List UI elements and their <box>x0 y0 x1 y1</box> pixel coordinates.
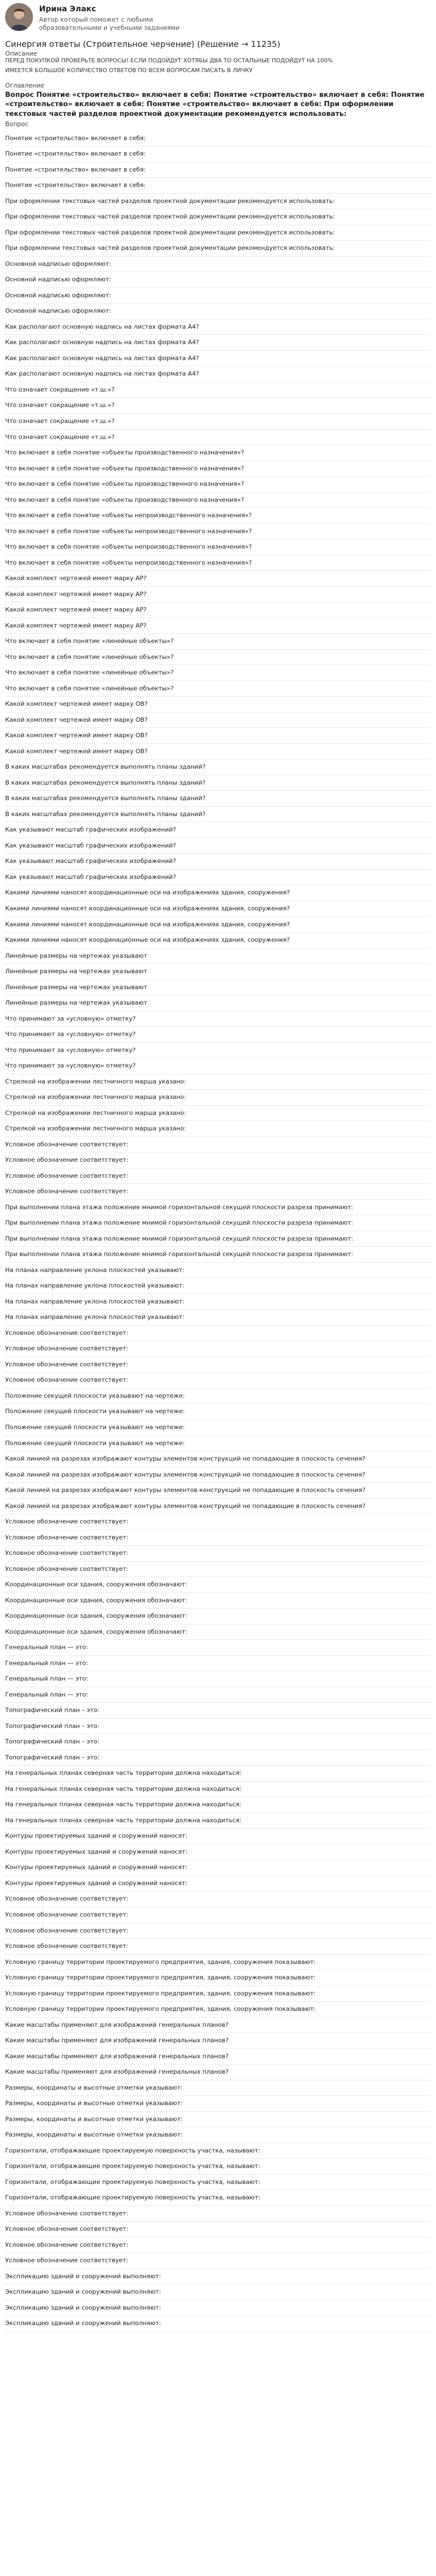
question-item: Что включает в себя понятие «линейные объекты»? <box>5 634 431 650</box>
question-item: Условное обозначение соответствует: <box>5 2222 431 2238</box>
question-item: Что включает в себя понятие «объекты непроизводственного назначения»? <box>5 555 431 571</box>
question-item: Какими линиями наносят координационные оси на изображениях здания, сооружения? <box>5 917 431 933</box>
question-item: На генеральных планах северная часть территории должна находиться: <box>5 1797 431 1813</box>
question-item: Топографический план – это: <box>5 1750 431 1766</box>
question-item: Какой комплект чертежей имеет марку ОВ? <box>5 744 431 760</box>
question-item: При выполнении плана этажа положение мнимой горизонтальной секущей плоскости разреза принимают: <box>5 1231 431 1247</box>
question-item: Что включает в себя понятие «объекты производственного назначения»? <box>5 461 431 477</box>
page-title: Синергия ответы (Строительное черчение) (Решение → 11235) <box>5 39 281 49</box>
question-item: Как располагают основную надпись на листах формата А4? <box>5 351 431 367</box>
author-info <box>39 3 204 32</box>
question-item: Экспликацию зданий и сооружений выполняют: <box>5 2316 431 2332</box>
question-item: Условное обозначение соответствует: <box>5 2206 431 2222</box>
question-item: Экспликацию зданий и сооружений выполняют: <box>5 2284 431 2300</box>
question-item: Основной надписью оформляют: <box>5 257 431 273</box>
question-item: Условное обозначение соответствует: <box>5 1939 431 1955</box>
question-item: Какими линиями наносят координационные оси на изображениях здания, сооружения? <box>5 933 431 948</box>
author-description: Автор который поможет с любыми образовательными и учебными заданиями <box>39 16 180 32</box>
question-item: При выполнении плана этажа положение мнимой горизонтальной секущей плоскости разреза принимают: <box>5 1200 431 1216</box>
question-item: Генеральный план — это: <box>5 1671 431 1687</box>
question-item: Какой комплект чертежей имеет марку ОВ? <box>5 713 431 728</box>
question-item: На планах направление уклона плоскостей указывают: <box>5 1310 431 1326</box>
author-block <box>5 3 431 32</box>
question-item: В каких масштабах рекомендуется выполнять планы зданий? <box>5 791 431 807</box>
question-item: На планах направление уклона плоскостей указывают: <box>5 1263 431 1279</box>
question-item: Что означает сокращение «т.ш.»? <box>5 414 431 430</box>
question-item: Условную границу территории проектируемого предприятия, здания, сооружения показывают: <box>5 1986 431 2002</box>
question-item: Условное обозначение соответствует: <box>5 1326 431 1342</box>
question-item: Горизонтали, отображающие проектируемую поверхность участка, называют: <box>5 2190 431 2206</box>
question-item: В каких масштабах рекомендуется выполнять планы зданий? <box>5 775 431 791</box>
question-item: В каких масштабах рекомендуется выполнять планы зданий? <box>5 759 431 775</box>
question-item: Экспликацию зданий и сооружений выполняют: <box>5 2269 431 2285</box>
question-item: Основной надписью оформляют: <box>5 288 431 304</box>
question-item: Контуры проектируемых зданий и сооружений наносят: <box>5 1860 431 1876</box>
question-item: Что принимают за «условную» отметку? <box>5 1011 431 1027</box>
question-item: При оформлении текстовых частей разделов проектной документации рекомендуется использовать: <box>5 241 431 257</box>
question-item: Условное обозначение соответствует: <box>5 1923 431 1939</box>
question-item: В каких масштабах рекомендуется выполнять планы зданий? <box>5 807 431 823</box>
toc-content: Вопрос Понятие «строительство» включает в себя: Понятие «строительство» включает в себя: Понятие «строительство» включает в себя: Понятие «строительство» включает в себя: При оформлении текстовых частей разделов проектной документации рекомендуется использовать: <box>5 91 425 118</box>
question-item: Линейные размеры на чертежах указывают <box>5 948 431 964</box>
question-item: Положение секущей плоскости указывают на чертеже: <box>5 1404 431 1420</box>
question-item: Топографический план – это: <box>5 1734 431 1750</box>
question-item: Какие масштабы применяют для изображений генеральных планов? <box>5 2049 431 2065</box>
question-item: Понятие «строительство» включает в себя: <box>5 178 431 194</box>
question-item: Координационные оси здания, сооружения обозначают: <box>5 1593 431 1609</box>
question-item: Условное обозначение соответствует: <box>5 1184 431 1200</box>
question-item: Основной надписью оформляют: <box>5 272 431 288</box>
question-item: Размеры, координаты и высотные отметки указывают: <box>5 2112 431 2128</box>
question-item: На планах направление уклона плоскостей указывают: <box>5 1294 431 1310</box>
question-item: Условное обозначение соответствует: <box>5 1562 431 1578</box>
question-item: На генеральных планах северная часть территории должна находиться: <box>5 1766 431 1782</box>
question-item: Генеральный план — это: <box>5 1640 431 1656</box>
question-item: Линейные размеры на чертежах указывают <box>5 980 431 996</box>
question-item: Как располагают основную надпись на листах формата А4? <box>5 319 431 335</box>
question-item: Какие масштабы применяют для изображений генеральных планов? <box>5 2064 431 2080</box>
question-item: Условное обозначение соответствует: <box>5 1372 431 1388</box>
question-item: Какими линиями наносят координационные оси на изображениях здания, сооружения? <box>5 901 431 917</box>
question-item: Как указывают масштаб графических изображений? <box>5 822 431 838</box>
question-item: Условное обозначение соответствует: <box>5 2238 431 2253</box>
question-item: Что означает сокращение «т.ш.»? <box>5 398 431 414</box>
question-item: Контуры проектируемых зданий и сооружений наносят: <box>5 1828 431 1844</box>
question-item: При выполнении плана этажа положение мнимой горизонтальной секущей плоскости разреза принимают: <box>5 1215 431 1231</box>
question-item: Условное обозначение соответствует: <box>5 1530 431 1546</box>
question-item: Размеры, координаты и высотные отметки указывают: <box>5 2127 431 2143</box>
question-item: Условную границу территории проектируемого предприятия, здания, сооружения показывают: <box>5 1955 431 1971</box>
question-item: Положение секущей плоскости указывают на чертеже: <box>5 1436 431 1452</box>
question-item: Условное обозначение соответствует: <box>5 1357 431 1373</box>
question-item: При выполнении плана этажа положение мнимой горизонтальной секущей плоскости разреза принимают: <box>5 1247 431 1263</box>
question-item: Какой комплект чертежей имеет марку ОВ? <box>5 697 431 713</box>
question-item: Понятие «строительство» включает в себя: <box>5 146 431 162</box>
question-item: Что включает в себя понятие «объекты непроизводственного назначения»? <box>5 539 431 555</box>
question-item: На генеральных планах северная часть территории должна находиться: <box>5 1782 431 1798</box>
question-item: Условное обозначение соответствует: <box>5 1546 431 1562</box>
question-item: Линейные размеры на чертежах указывают <box>5 964 431 980</box>
question-item: Что включает в себя понятие «линейные объекты»? <box>5 665 431 681</box>
question-item: Как указывают масштаб графических изображений? <box>5 838 431 854</box>
question-item: Условное обозначение соответствует: <box>5 1341 431 1357</box>
question-item: Что включает в себя понятие «объекты производственного назначения»? <box>5 477 431 493</box>
question-item: Как указывают масштаб графических изображений? <box>5 870 431 886</box>
question-item: Какой комплект чертежей имеет марку АР? <box>5 587 431 603</box>
question-item: Какой линией на разрезах изображают контуры элементов конструкций не попадающие в плоскость сечения? <box>5 1467 431 1483</box>
question-item: При оформлении текстовых частей разделов проектной документации рекомендуется использовать: <box>5 194 431 210</box>
question-item: Что означает сокращение «т.ш.»? <box>5 430 431 446</box>
question-item: На планах направление уклона плоскостей указывают: <box>5 1278 431 1294</box>
question-item: Экспликацию зданий и сооружений выполняют: <box>5 2300 431 2316</box>
avatar-image <box>5 3 33 31</box>
question-item: Какой комплект чертежей имеет марку АР? <box>5 602 431 618</box>
question-item: Какой линией на разрезах изображают контуры элементов конструкций не попадающие в плоскость сечения? <box>5 1483 431 1499</box>
question-item: Что означает сокращение «т.ш.»? <box>5 382 431 398</box>
question-item: Положение секущей плоскости указывают на чертеже: <box>5 1388 431 1404</box>
question-item: Генеральный план — это: <box>5 1656 431 1672</box>
question-item: Что включает в себя понятие «объекты производственного назначения»? <box>5 493 431 509</box>
author-name[interactable]: Ирина Элакс <box>39 4 96 13</box>
question-item: Горизонтали, отображающие проектируемую поверхность участка, называют: <box>5 2159 431 2175</box>
question-item: Что включает в себя понятие «линейные объекты»? <box>5 681 431 697</box>
question-item: Условное обозначение соответствует: <box>5 1168 431 1184</box>
question-item: Условное обозначение соответствует: <box>5 1153 431 1168</box>
question-item: Что включает в себя понятие «объекты непроизводственного назначения»? <box>5 508 431 524</box>
question-item: Какой линией на разрезах изображают контуры элементов конструкций не попадающие в плоскость сечения? <box>5 1451 431 1467</box>
question-item: Что принимают за «условную» отметку? <box>5 1027 431 1043</box>
question-item: Как располагают основную надпись на листах формата А4? <box>5 366 431 382</box>
description-label: Описание <box>5 50 38 58</box>
question-item: Условное обозначение соответствует: <box>5 1907 431 1923</box>
question-item: Основной надписью оформляют: <box>5 303 431 319</box>
question-item: На генеральных планах северная часть территории должна находиться: <box>5 1813 431 1829</box>
question-item: Понятие «строительство» включает в себя: <box>5 162 431 178</box>
question-item: Координационные оси здания, сооружения обозначают: <box>5 1624 431 1640</box>
question-item: Координационные оси здания, сооружения обозначают: <box>5 1608 431 1624</box>
description-line: ПЕРЕД ПОКУПКОЙ ПРОВЕРЬТЕ ВОПРОСЫ! ЕСЛИ ПОДОЙДУТ ХОТЯБЫ ДВА ТО ОСТАЛЬНЫЕ ПОДОЙДУТ НА 100% <box>5 57 333 64</box>
question-item: Что включает в себя понятие «линейные объекты»? <box>5 650 431 666</box>
question-item: Стрелкой на изображении лестничного марша указано: <box>5 1090 431 1106</box>
question-item: Какие масштабы применяют для изображений генеральных планов? <box>5 2033 431 2049</box>
question-item: Как располагают основную надпись на листах формата А4? <box>5 335 431 351</box>
question-item: Топографический план – это: <box>5 1703 431 1719</box>
question-item: Условную границу территории проектируемого предприятия, здания, сооружения показывают: <box>5 1970 431 1986</box>
question-item: Что принимают за «условную» отметку? <box>5 1043 431 1059</box>
question-item: Стрелкой на изображении лестничного марша указано: <box>5 1074 431 1090</box>
question-item: Какие масштабы применяют для изображений генеральных планов? <box>5 2018 431 2033</box>
question-item: Какой комплект чертежей имеет марку ОВ? <box>5 728 431 744</box>
question-item: Линейные размеры на чертежах указывают <box>5 995 431 1011</box>
question-item: Условное обозначение соответствует: <box>5 1137 431 1153</box>
question-item: Что включает в себя понятие «объекты производственного назначения»? <box>5 445 431 461</box>
question-item: Что принимают за «условную» отметку? <box>5 1058 431 1074</box>
question-label: Вопрос <box>5 120 28 128</box>
question-item: Что включает в себя понятие «объекты непроизводственного назначения»? <box>5 524 431 540</box>
question-item: Как указывают масштаб графических изображений? <box>5 854 431 870</box>
question-item: При оформлении текстовых частей разделов проектной документации рекомендуется использовать: <box>5 209 431 225</box>
question-item: Координационные оси здания, сооружения обозначают: <box>5 1577 431 1593</box>
question-item: Генеральный план — это: <box>5 1687 431 1703</box>
question-item: Стрелкой на изображении лестничного марша указано: <box>5 1106 431 1122</box>
question-item: Размеры, координаты и высотные отметки указывают: <box>5 2096 431 2112</box>
question-item: Какой комплект чертежей имеет марку АР? <box>5 571 431 587</box>
question-item: Какой линией на разрезах изображают контуры элементов конструкций не попадающие в плоскость сечения? <box>5 1499 431 1515</box>
question-item: Стрелкой на изображении лестничного марша указано: <box>5 1121 431 1137</box>
question-item: Горизонтали, отображающие проектируемую поверхность участка, называют: <box>5 2175 431 2191</box>
question-item: Условное обозначение соответствует: <box>5 1891 431 1907</box>
question-item: Горизонтали, отображающие проектируемую поверхность участка, называют: <box>5 2143 431 2159</box>
question-item: Положение секущей плоскости указывают на чертеже: <box>5 1420 431 1436</box>
question-list <box>5 131 431 2332</box>
question-item: Размеры, координаты и высотные отметки указывают: <box>5 2080 431 2096</box>
question-item: Понятие «строительство» включает в себя: <box>5 131 431 147</box>
question-item: При оформлении текстовых частей разделов проектной документации рекомендуется использовать: <box>5 225 431 241</box>
question-item: Контуры проектируемых зданий и сооружений наносят: <box>5 1876 431 1892</box>
description-line: ИМЕЕТСЯ БОЛЬШОЕ КОЛИЧЕСТВО ОТВЕТОВ ПО ВСЕМ ВОПРОСАМ.ПИСАТЬ В ЛИЧКУ <box>5 67 253 74</box>
question-item: Условную границу территории проектируемого предприятия, здания, сооружения показывают: <box>5 2002 431 2018</box>
avatar[interactable] <box>5 3 33 31</box>
question-item: Топографический план – это: <box>5 1719 431 1735</box>
question-item: Какими линиями наносят координационные оси на изображениях здания, сооружения? <box>5 885 431 901</box>
question-item: Контуры проектируемых зданий и сооружений наносят: <box>5 1844 431 1860</box>
question-item: Условное обозначение соответствует: <box>5 1514 431 1530</box>
question-item: Какой комплект чертежей имеет марку АР? <box>5 618 431 634</box>
toc-label: Оглавление <box>5 82 44 90</box>
question-item: Условное обозначение соответствует: <box>5 2253 431 2269</box>
